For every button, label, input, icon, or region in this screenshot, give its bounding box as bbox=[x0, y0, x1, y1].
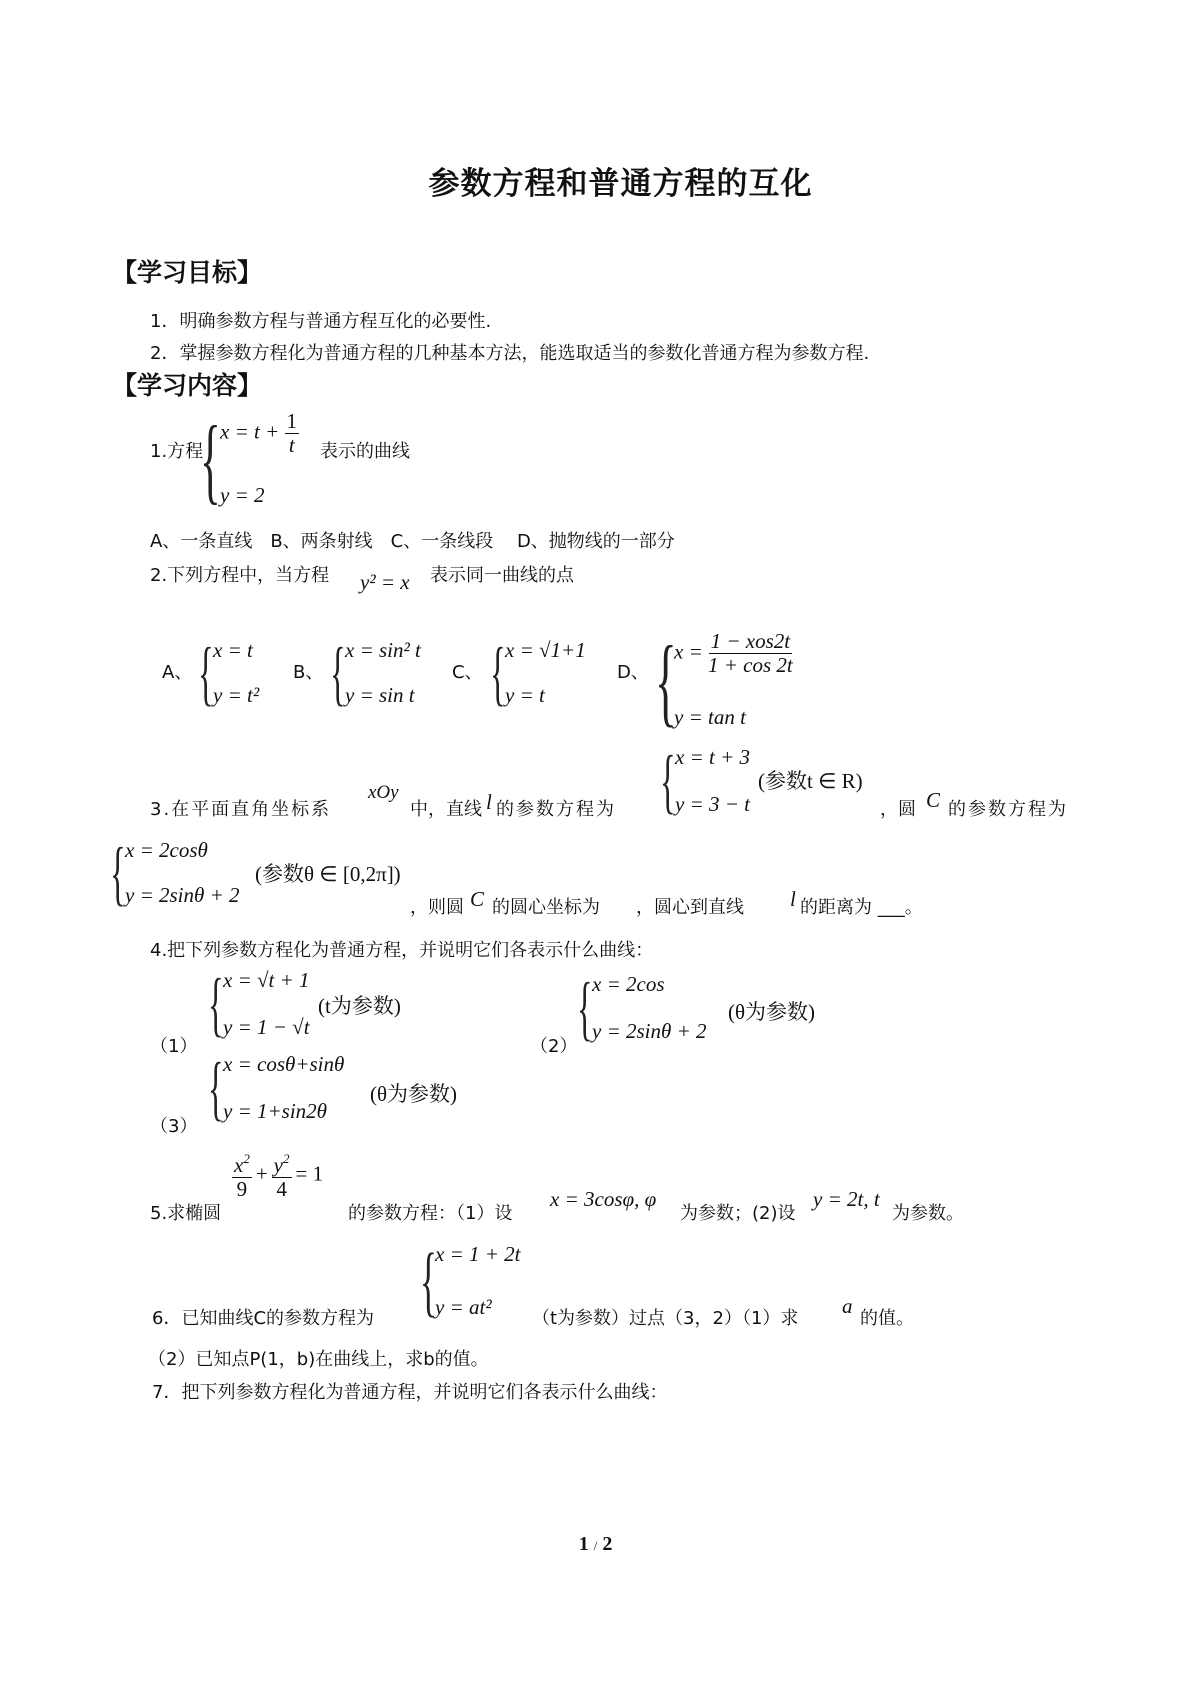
q2-d-den: 1 + cos 2t bbox=[708, 653, 793, 678]
q6-y: y = at² bbox=[435, 1294, 492, 1319]
q4-1-x: x = √t + 1 bbox=[223, 968, 310, 992]
q1-system bbox=[200, 405, 299, 513]
q3-tail1: ，则圆 bbox=[410, 897, 464, 918]
q4-part3-label: （3） bbox=[150, 1116, 198, 1137]
q4-1-y: y = 1 − √t bbox=[223, 1014, 310, 1039]
q6-x: x = 1 + 2t bbox=[435, 1242, 521, 1266]
q5-sub1: x = 3cosφ, φ bbox=[550, 1187, 657, 1211]
q3-mid2: 的参数方程为 bbox=[496, 799, 616, 820]
q5-mid: 的参数方程：（1）设 bbox=[348, 1203, 513, 1224]
q3-line-ref: l bbox=[790, 887, 796, 911]
q4-part3-system bbox=[208, 1047, 345, 1128]
brace-icon: { bbox=[655, 624, 677, 736]
page-number bbox=[0, 1533, 1191, 1556]
q6-part2: （2）已知点P(1，b)在曲线上，求b的值。 bbox=[148, 1349, 489, 1370]
brace-icon: { bbox=[660, 740, 676, 821]
q2-option-a-label: A、 bbox=[162, 662, 193, 683]
q5-prefix: 5.求椭圆 bbox=[150, 1203, 222, 1224]
q1-eq-x: x = t + bbox=[220, 419, 285, 444]
q6-tail: 的值。 bbox=[860, 1308, 914, 1329]
brace-icon: { bbox=[490, 632, 506, 713]
q4-part2-system bbox=[577, 967, 707, 1048]
q2-a-x: x = t bbox=[213, 638, 253, 662]
q3-circle-x: x = 2cosθ bbox=[125, 838, 208, 862]
q1-suffix: 表示的曲线 bbox=[320, 441, 410, 462]
q3-line: l bbox=[486, 790, 492, 814]
q4-2-y: y = 2sinθ + 2 bbox=[592, 1018, 707, 1043]
q6-mid: （t为参数）过点（3，2）（1）求 bbox=[532, 1308, 799, 1329]
q4-part2-label: （2） bbox=[530, 1036, 578, 1057]
q6-prefix: 6．已知曲线C的参数方程为 bbox=[152, 1308, 375, 1329]
q2-option-b bbox=[330, 632, 421, 713]
q5-sub2: y = 2t, t bbox=[813, 1187, 880, 1211]
q4-3-y: y = 1+sin2θ bbox=[223, 1098, 327, 1123]
q2-option-a bbox=[198, 632, 260, 713]
q2-equation: y² = x bbox=[360, 570, 410, 594]
q2-c-x: x = √1+1 bbox=[505, 638, 586, 662]
q3-mid1: 中，直线 bbox=[410, 799, 482, 820]
q2-b-y: y = sin t bbox=[345, 682, 415, 707]
q3-line-y: y = 3 − t bbox=[675, 791, 750, 816]
q4-part1-param: (t为参数) bbox=[318, 994, 401, 1018]
q2-option-c bbox=[490, 632, 586, 713]
q6-var: a bbox=[842, 1294, 853, 1318]
q4-prefix: 4.把下列参数方程化为普通方程，并说明它们各表示什么曲线： bbox=[150, 940, 654, 961]
q3-mid4: 的参数方程为 bbox=[948, 799, 1068, 820]
q4-part1-label: （1） bbox=[150, 1036, 198, 1057]
q4-3-x: x = cosθ+sinθ bbox=[223, 1052, 345, 1076]
q5-mid2: 为参数；(2)设 bbox=[680, 1203, 796, 1224]
q3-circle-ref: C bbox=[470, 887, 485, 911]
q3-circle: C bbox=[926, 788, 941, 812]
brace-icon: { bbox=[110, 832, 126, 913]
goal-item-1: 1．明确参数方程与普通方程互化的必要性. bbox=[150, 311, 492, 332]
total-pages: 2 bbox=[602, 1533, 613, 1555]
q1-frac-num: 1 bbox=[286, 409, 297, 433]
q1-prefix: 1.方程 bbox=[150, 441, 204, 462]
q3-circle-param: (参数θ ∈ [0,2π]) bbox=[255, 862, 401, 886]
brace-icon: { bbox=[198, 632, 214, 713]
q2-suffix: 表示同一曲线的点 bbox=[430, 565, 574, 586]
q4-part3-param: (θ为参数) bbox=[370, 1082, 458, 1106]
q3-line-x: x = t + 3 bbox=[675, 745, 750, 769]
q3-line-system bbox=[660, 740, 750, 821]
q2-prefix: 2.下列方程中，当方程 bbox=[150, 565, 330, 586]
q3-prefix: 3.在平面直角坐标系 bbox=[150, 799, 332, 820]
q2-d-y: y = tan t bbox=[674, 704, 746, 729]
q3-circle-y: y = 2sinθ + 2 bbox=[125, 882, 240, 907]
goal-item-2: 2．掌握参数方程化为普通方程的几种基本方法，能选取适当的参数化普通方程为参数方程. bbox=[150, 343, 870, 364]
q3-coord: xOy bbox=[368, 782, 399, 803]
brace-icon: { bbox=[208, 963, 224, 1044]
q2-option-b-label: B、 bbox=[293, 662, 324, 683]
q2-option-d-label: D、 bbox=[617, 662, 649, 683]
goals-heading: 【学习目标】 bbox=[112, 258, 263, 287]
q4-part2-param: (θ为参数) bbox=[728, 1000, 816, 1024]
brace-icon: { bbox=[420, 1237, 437, 1324]
q5-tail: 为参数。 bbox=[892, 1203, 964, 1224]
page-separator: / bbox=[593, 1538, 598, 1553]
q4-2-x: x = 2cos bbox=[592, 972, 665, 996]
brace-icon: { bbox=[208, 1047, 224, 1128]
current-page: 1 bbox=[578, 1533, 589, 1555]
q2-d-num: 1 − xos2t bbox=[710, 629, 791, 653]
q1-frac-den: t bbox=[288, 433, 295, 458]
q7-text: 7．把下列参数方程化为普通方程，并说明它们各表示什么曲线： bbox=[152, 1382, 668, 1403]
q2-c-y: y = t bbox=[505, 682, 545, 707]
q2-option-d: { x = $\frac{\text{1 − xos2t}}{1 + \cos 2t}$ y = tan t bbox=[655, 624, 793, 736]
q1-options: A、一条直线 B、两条射线 C、一条线段 D、抛物线的一部分 bbox=[150, 531, 675, 552]
q2-b-x: x = sin² t bbox=[345, 638, 421, 662]
q5-ellipse: $\frac{x^2}{9}$ + $\frac{y^2}{4}$ = 1 bbox=[234, 1151, 324, 1202]
q1-eq-y: y = 2 bbox=[220, 482, 265, 507]
brace-icon: { bbox=[330, 632, 346, 713]
q3-mid3: ，圆 bbox=[880, 799, 916, 820]
q3-circle-system bbox=[110, 832, 240, 913]
q2-a-y: y = t² bbox=[213, 682, 260, 707]
q6-system bbox=[420, 1237, 521, 1324]
brace-icon: { bbox=[577, 967, 593, 1048]
brace-icon: { bbox=[200, 405, 221, 513]
q3-line-param: (参数t ∈ R) bbox=[758, 769, 863, 793]
q4-part1-system bbox=[208, 963, 310, 1044]
content-heading: 【学习内容】 bbox=[112, 371, 263, 400]
page-title: 参数方程和普通方程的互化 bbox=[428, 166, 813, 202]
q3-tail3: 的距离为 ___。 bbox=[800, 897, 923, 918]
q3-tail2: 的圆心坐标为 ，圆心到直线 bbox=[492, 897, 744, 918]
q2-option-c-label: C、 bbox=[452, 662, 483, 683]
